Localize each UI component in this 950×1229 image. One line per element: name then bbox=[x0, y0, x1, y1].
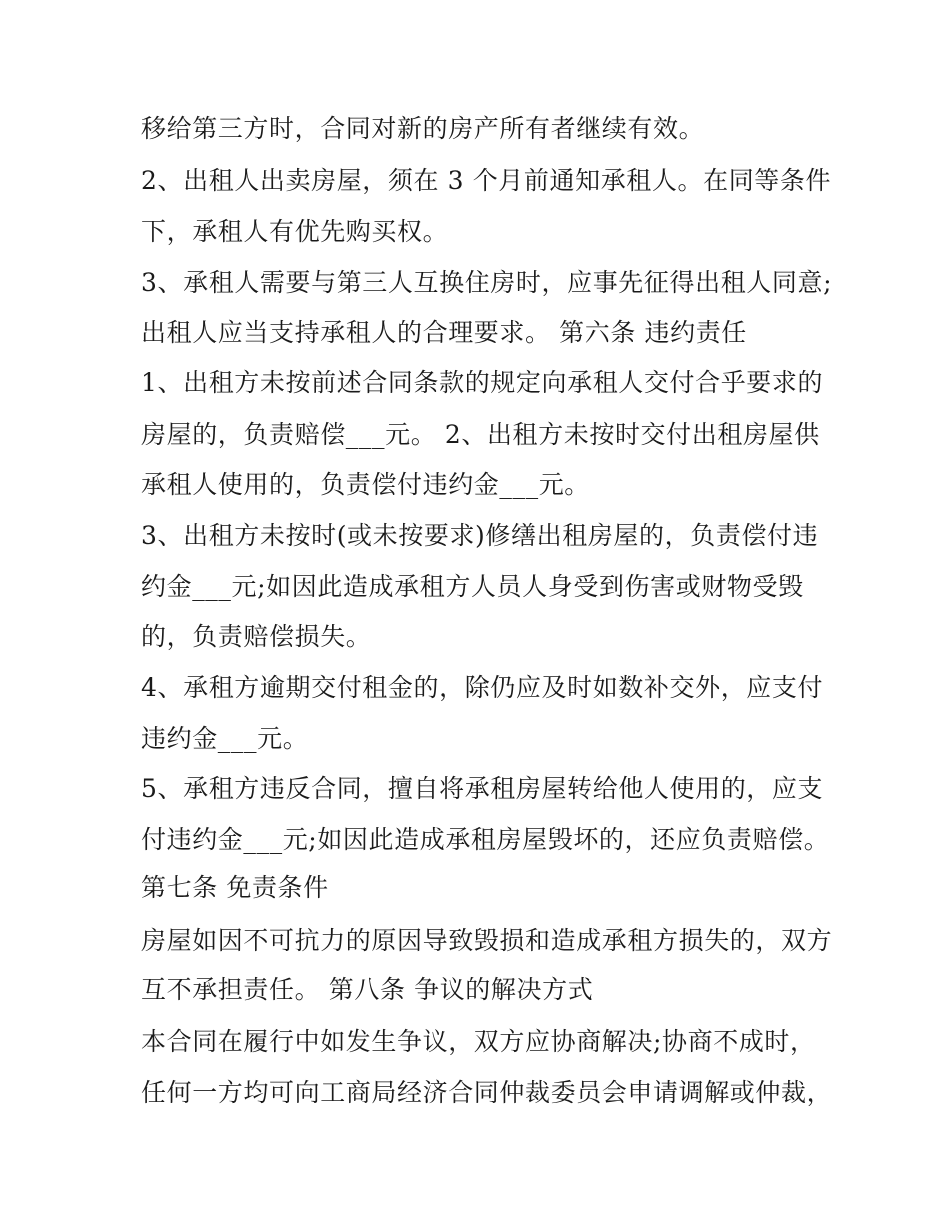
text-line: 房屋的，负责赔偿___元。 2、出租方未按时交付出租房屋供 bbox=[141, 420, 820, 449]
text-line: 任何一方均可向工商局经济合同仲裁委员会申请调解或仲裁， bbox=[141, 1078, 833, 1107]
text-line: 约金___元;如因此造成承租方人员人身受到伤害或财物受毁 bbox=[141, 572, 804, 601]
text-line: 3、承租人需要与第三人互换住房时，应事先征得出租人同意; bbox=[141, 268, 833, 297]
text-line: 付违约金___元;如因此造成承租房屋毁坏的，还应负责赔偿。 bbox=[141, 825, 830, 854]
text-line: 4、承租方逾期交付租金的，除仍应及时如数补交外，应支付 bbox=[141, 673, 824, 702]
text-line: 下，承租人有优先购买权。 bbox=[141, 217, 449, 246]
text-line: 5、承租方违反合同，擅自将承租房屋转给他人使用的，应支 bbox=[141, 774, 824, 803]
text-line: 承租人使用的，负责偿付违约金___元。 bbox=[141, 470, 590, 499]
text-line: 房屋如因不可抗力的原因导致毁损和造成承租方损失的，双方 bbox=[141, 926, 833, 955]
text-line: 互不承担责任。 第八条 争议的解决方式 bbox=[141, 975, 594, 1004]
text-line: 第七条 免责条件 bbox=[141, 873, 329, 902]
text-line: 移给第三方时，合同对新的房产所有者继续有效。 bbox=[141, 114, 705, 143]
text-line: 1、出租方未按前述合同条款的规定向承租人交付合乎要求的 bbox=[141, 368, 824, 397]
text-line: 违约金___元。 bbox=[141, 724, 309, 753]
text-line: 出租人应当支持承租人的合理要求。 第六条 违约责任 bbox=[141, 318, 747, 347]
text-line: 的，负责赔偿损失。 bbox=[141, 622, 372, 651]
text-line: 3、出租方未按时(或未按要求)修缮出租房屋的，负责偿付违 bbox=[141, 521, 819, 550]
text-line: 2、出租人出卖房屋，须在 3 个月前通知承租人。在同等条件 bbox=[141, 166, 832, 195]
text-line: 本合同在履行中如发生争议，双方应协商解决;协商不成时， bbox=[141, 1027, 816, 1056]
